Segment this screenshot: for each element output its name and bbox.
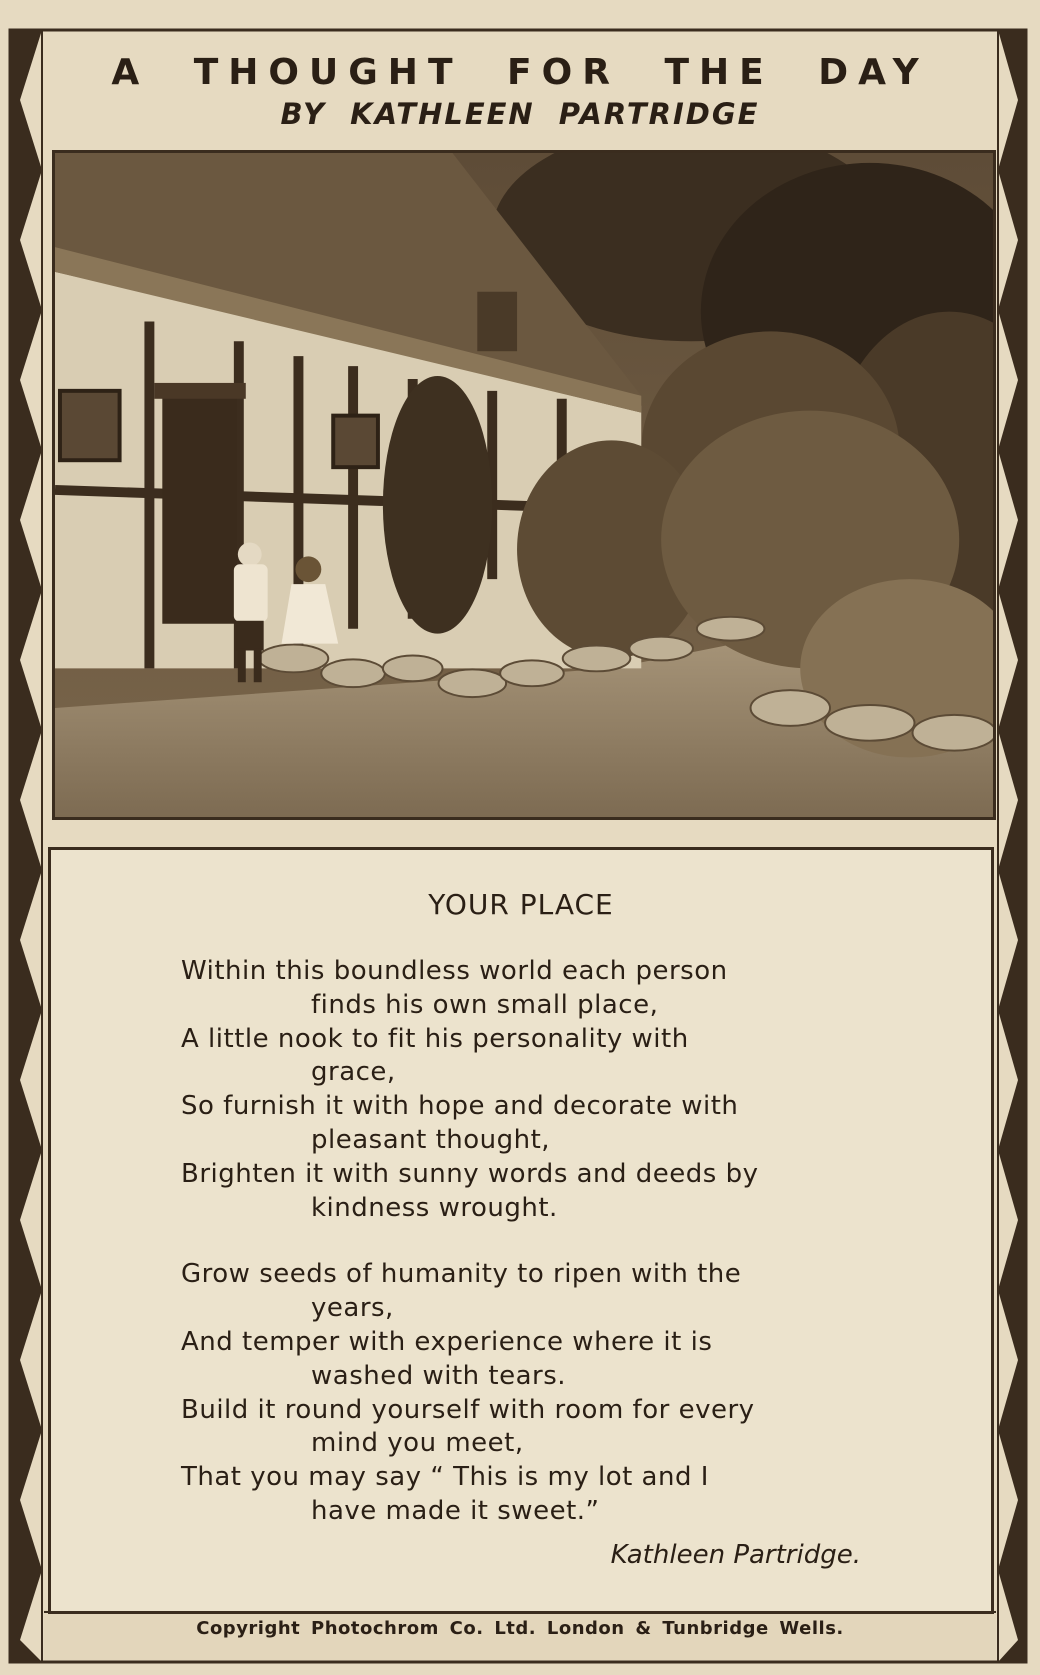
poem-line-continuation: grace, <box>311 1057 396 1088</box>
poem-line: And temper with experience where it is <box>181 1326 713 1357</box>
poem-line-continuation: kindness wrought. <box>311 1192 558 1223</box>
copyright-footer: Copyright Photochrom Co. Ltd. London & Tunbridge Wells. <box>196 1618 844 1639</box>
stanza-2 <box>181 1258 941 1528</box>
stanza-1 <box>181 955 941 1225</box>
cottage-photo <box>52 150 996 820</box>
poem-body <box>181 955 941 1562</box>
poem-line: Brighten it with sunny words and deeds by <box>181 1158 759 1189</box>
poem-line: Grow seeds of humanity to ripen with the <box>181 1259 742 1290</box>
poem-line-continuation: have made it sweet.” <box>311 1495 600 1526</box>
poem-line-continuation: washed with tears. <box>311 1360 567 1391</box>
poem-line: That you may say “ This is my lot and I <box>181 1462 709 1493</box>
poem-line: So furnish it with hope and decorate with <box>181 1091 739 1122</box>
poem-signature: Kathleen Partridge. <box>610 1540 861 1570</box>
poem-line-continuation: mind you meet, <box>311 1428 524 1459</box>
card-byline: BY KATHLEEN PARTRIDGE <box>280 97 760 131</box>
poem-line: Build it round yourself with room for every <box>181 1394 755 1425</box>
poem-title: YOUR PLACE <box>428 888 614 921</box>
card-header <box>0 52 1040 131</box>
card-title: A THOUGHT FOR THE DAY <box>111 52 929 93</box>
poem-line-continuation: pleasant thought, <box>311 1124 551 1155</box>
cottage-illustration <box>55 153 993 817</box>
poem-line-continuation: finds his own small place, <box>311 989 659 1020</box>
poem-panel <box>48 847 994 1614</box>
poem-line: Within this boundless world each person <box>181 956 728 986</box>
poem-line: A little nook to fit his personality with <box>181 1023 689 1054</box>
poem-line-continuation: years, <box>311 1293 394 1324</box>
